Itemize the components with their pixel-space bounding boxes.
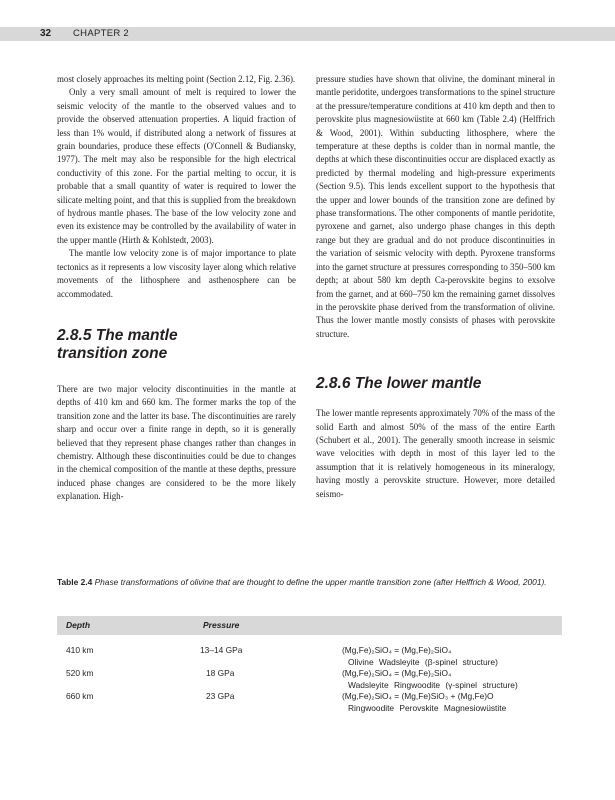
table-caption-text: Phase transformations of olivine that are thought to define the upper mantle transition zone (after Helffrich & Wood, 2001).	[94, 577, 547, 587]
section-heading-lower-mantle: 2.8.6 The lower mantle	[316, 375, 482, 393]
table-caption	[57, 576, 562, 588]
table-header-bar	[57, 616, 562, 635]
table-cell-reaction	[342, 645, 562, 668]
left-column	[57, 73, 296, 504]
heading-line: 2.8.5 The mantle	[57, 326, 178, 344]
reaction-equation: (Mg,Fe)₂SiO₄ = (Mg,Fe)₂SiO₄	[342, 668, 452, 678]
paragraph: Only a very small amount of melt is required to lower the seismic velocity of the mantle to the observed values and to provide the observed attenuation properties. A liquid fraction of less than 1% would, if distributed along a network of fissures at grain boundaries, produce these effects (O'Connell & Budiansky, 1977). The melt may also be responsible for the high electrical conductivity of this zone. For the partial melting to occur, it is probable that a small quantity of water is required to lower the silicate melting point, and that this is supplied from the breakdown of hydrous mantle phases. The base of the low velocity zone and even its existence may be controlled by the availability of water in the upper mantle (Hirth & Kohlstedt, 2003).	[57, 87, 296, 245]
reaction-equation: (Mg,Fe)₂SiO₄ = (Mg,Fe)SiO₃ + (Mg,Fe)O	[342, 691, 494, 701]
reaction-phases: Olivine Wadsleyite (β-spinel structure)	[348, 656, 498, 667]
table-cell-reaction	[342, 668, 562, 691]
page-number: 32	[40, 28, 52, 39]
chapter-label: CHAPTER 2	[73, 28, 130, 39]
heading-line: transition zone	[57, 344, 168, 362]
paragraph: pressure studies have shown that olivine, the dominant mineral in mantle peridotite, undergoes transformations to the spinel structure at the pressure/temperature conditions at 410 km depth and then to perovskite plus magnesiowüstite at 660 km (Table 2.4) (Helffrich & Wood, 2001). Within subducting lithosphere, where the temperature at these depths is colder than in normal mantle, the depths at which these discontinuities occur are displaced exactly as predicted by thermal modeling and high-pressure experiments (Section 9.5). This lends excellent support to the hypothesis that the upper and lower bounds of the transition zone are defined by phase transformations. The other components of mantle peridotite, pyroxene and garnet, also undergo phase changes in this depth range but they are gradual and do not produce discontinuities in the variation of seismic velocity with depth. Pyroxene transforms into the garnet structure at pressures corresponding to 350–500 km depth; at about 580 km depth Ca-perovskite begins to exsolve from the garnet, and at 660–750 km the remaining garnet dissolves in the perovskite phase derived from the transformation of olivine. Thus the lower mantle mostly consists of phases with perovskite structure.	[316, 74, 555, 339]
table-cell-depth: 410 km	[66, 645, 94, 655]
table-cell-pressure: 18 GPa	[206, 668, 235, 678]
table-label: Table 2.4	[57, 577, 93, 587]
paragraph: The lower mantle represents approximately 70% of the mass of the solid Earth and almost 50% of the mass of the entire Earth (Schubert et al., 2001). The generally smooth increase in seismic wave velocities with depth in most of this layer led to the assumption that it is relatively homogeneous in its mineralogy, having mostly a perovskite structure. However, more detailed seismo-	[316, 408, 555, 499]
table-header-depth: Depth	[66, 620, 91, 630]
table-header-pressure: Pressure	[203, 620, 240, 630]
table-cell-pressure: 23 GPa	[206, 691, 235, 701]
table-cell-depth: 660 km	[66, 691, 94, 701]
table-cell-depth: 520 km	[66, 668, 94, 678]
section-heading-transition-zone	[57, 327, 296, 363]
reaction-equation: (Mg,Fe)₂SiO₄ = (Mg,Fe)₂SiO₄	[342, 645, 452, 655]
table-cell-pressure: 13–14 GPa	[200, 645, 243, 655]
reaction-phases: Wadsleyite Ringwoodite (γ-spinel structure)	[348, 679, 518, 690]
reaction-phases: Ringwoodite Perovskite Magnesiowüstite	[348, 702, 507, 713]
right-column	[316, 73, 555, 501]
paragraph: most closely approaches its melting point (Section 2.12, Fig. 2.36).	[57, 74, 296, 84]
table-cell-reaction	[342, 691, 562, 714]
paragraph: The mantle low velocity zone is of major importance to plate tectonics as it represents a low viscosity layer along which relative movements of the lithosphere and asthenosphere can be accommodated.	[57, 248, 296, 299]
paragraph: There are two major velocity discontinuities in the mantle at depths of 410 km and 660 km. The former marks the top of the transition zone and the latter its base. The discontinuities are rarely sharp and occur over a finite range in depth, so it is generally believed that they represent phase changes rather than changes in chemistry. Although these discontinuities could be due to changes in the chemical composition of the mantle at these depths, pressure induced phase changes are considered to be the more likely explanation. High-	[57, 383, 296, 502]
